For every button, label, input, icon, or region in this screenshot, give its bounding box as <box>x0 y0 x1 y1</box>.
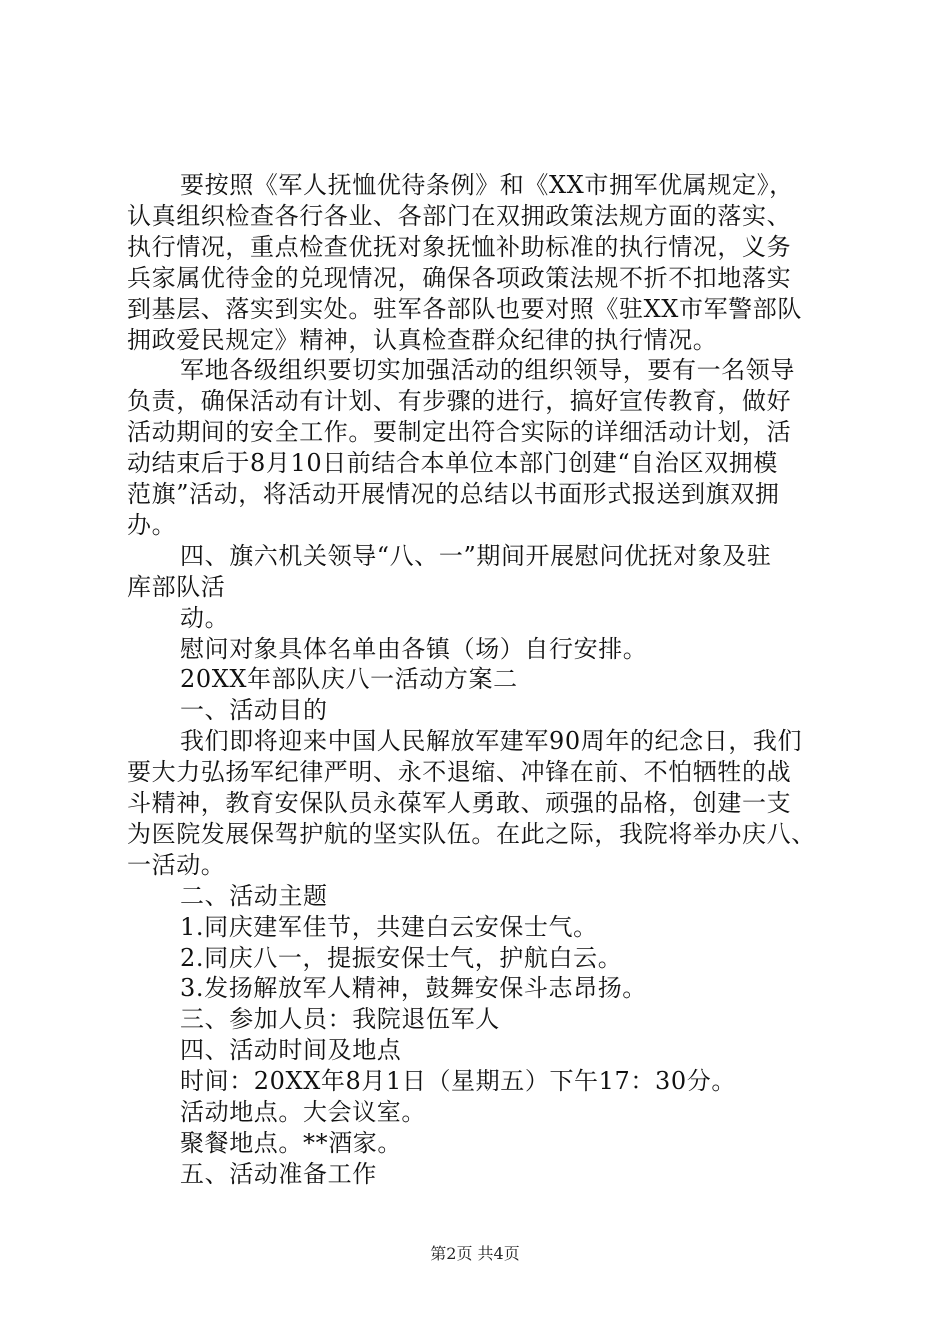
paragraph-line: 负责，确保活动有计划、有步骤的进行，搞好宣传教育，做好 <box>127 387 792 416</box>
paragraph-line: 慰问对象具体名单由各镇（场）自行安排。 <box>180 634 648 663</box>
list-item: 2.同庆八一，提振安保士气，护航白云。 <box>180 943 623 972</box>
paragraph-line: 拥政爱民规定》精神，认真检查群众纪律的执行情况。 <box>127 325 718 354</box>
paragraph-line: 我们即将迎来中国人民解放军建军90周年的纪念日，我们 <box>180 727 803 756</box>
paragraph-line: 四、旗六机关领导“八、一”期间开展慰问优抚对象及驻 <box>180 541 772 570</box>
section-heading: 二、活动主题 <box>180 881 328 910</box>
paragraph-line: 五、活动准备工作 <box>180 1159 377 1188</box>
paragraph-line: 执行情况，重点检查优抚对象抚恤补助标准的执行情况，义务 <box>127 232 792 261</box>
paragraph-line: 时间：20XX年8月1日（星期五）下午17：30分。 <box>180 1067 736 1096</box>
paragraph-line: 军地各级组织要切实加强活动的组织领导，要有一名领导 <box>180 356 795 385</box>
paragraph-line: 一活动。 <box>127 850 226 879</box>
paragraph-line: 库部队活 <box>127 572 226 601</box>
paragraph-line: 要按照《军人抚恤优待条例》和《XX市拥军优属规定》， <box>180 171 794 199</box>
list-item: 3.发扬解放军人精神，鼓舞安保斗志昂扬。 <box>180 974 647 1003</box>
list-item: 1.同庆建军佳节，共建白云安保士气。 <box>180 912 598 941</box>
paragraph-line: 办。 <box>127 510 177 539</box>
paragraph-line: 活动地点。大会议室。 <box>180 1098 426 1126</box>
paragraph-line: 聚餐地点。**酒家。 <box>180 1128 402 1157</box>
section-heading: 一、活动目的 <box>180 696 328 725</box>
paragraph-line: 动。 <box>180 603 230 632</box>
paragraph-line: 要大力弘扬军纪律严明、永不退缩、冲锋在前、不怕牺牲的战 <box>127 758 792 787</box>
paragraph-line: 认真组织检查各行各业、各部门在双拥政策法规方面的落实、 <box>127 201 792 230</box>
paragraph-line: 活动期间的安全工作。要制定出符合实际的详细活动计划，活 <box>127 418 792 447</box>
paragraph-line: 范旗”活动，将活动开展情况的总结以书面形式报送到旗双拥 <box>127 480 780 508</box>
paragraph-line: 动结束后于8月10日前结合本单位本部门创建“自治区双拥模 <box>127 449 778 478</box>
section-heading: 20XX年部队庆八一活动方案二 <box>180 665 518 694</box>
section-heading: 四、活动时间及地点 <box>180 1036 402 1065</box>
section-heading: 三、参加人员：我院退伍军人 <box>180 1005 500 1034</box>
paragraph-line: 到基层、落实到实处。驻军各部队也要对照《驻XX市军警部队 <box>127 294 802 323</box>
paragraph-line: 兵家属优待金的兑现情况，确保各项政策法规不折不扣地落实 <box>127 263 792 292</box>
paragraph-line: 斗精神，教育安保队员永葆军人勇敢、顽强的品格，创建一支 <box>127 789 792 817</box>
paragraph-line: 为医院发展保驾护航的坚实队伍。在此之际，我院将举办庆八、 <box>127 819 816 848</box>
page-number-footer: 第2页 共4页 <box>430 1244 520 1263</box>
